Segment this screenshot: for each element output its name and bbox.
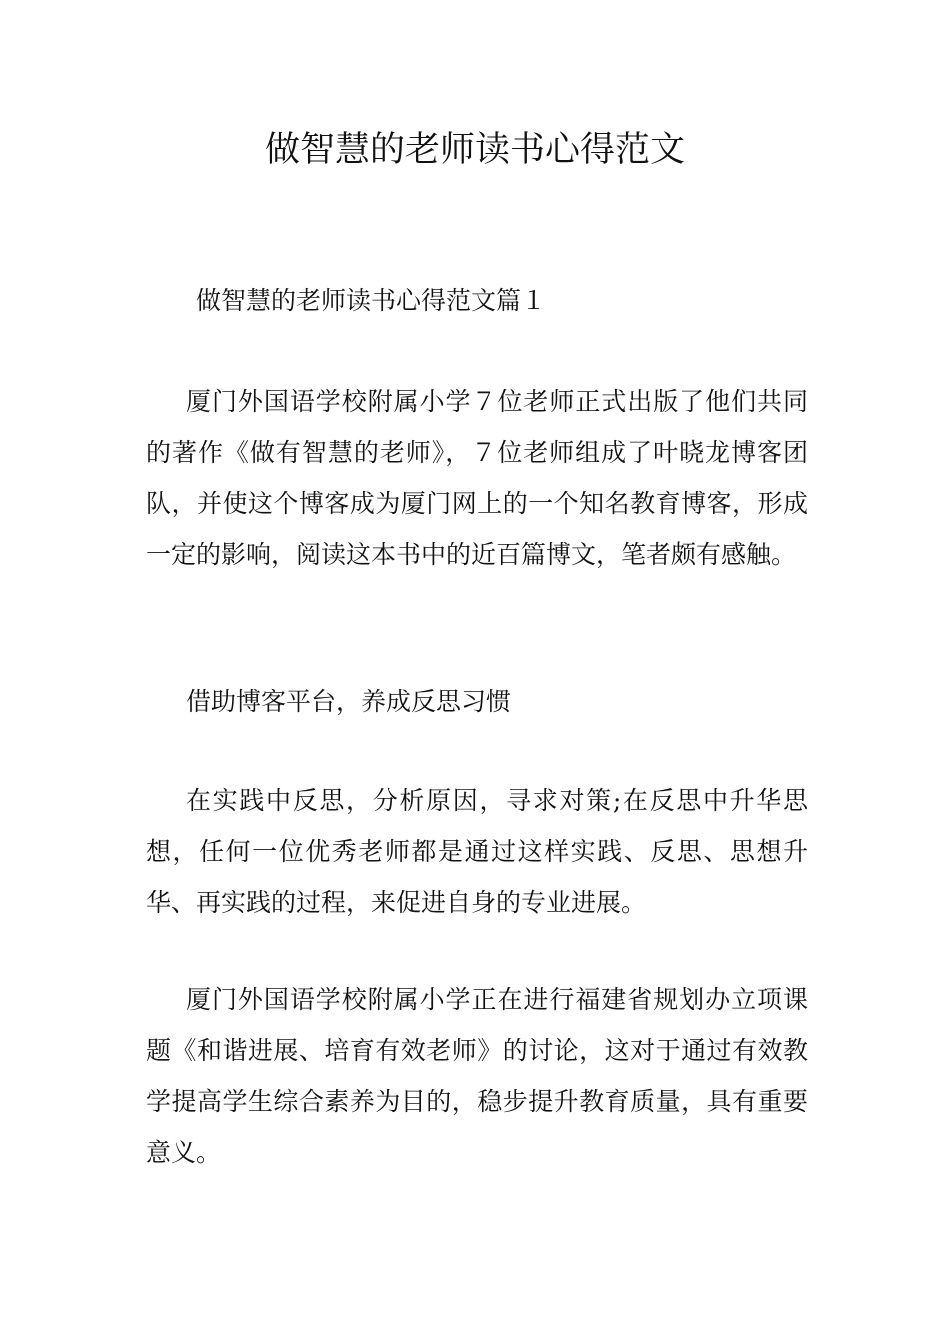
paragraph-1: 厦门外国语学校附属小学７位老师正式出版了他们共同的著作《做有智慧的老师》，７位老师组成了叶晓龙博客团队，并使这个博客成为厦门网上的一个知名教育博客，形成一定的影响，阅读这本书中的近百篇博文，笔者颇有感触。 [146, 387, 808, 569]
paragraph-2: 借助博客平台，养成反思习惯 [186, 687, 512, 716]
paragraph-3: 在实践中反思，分析原因，寻求对策;在反思中升华思想，任何一位优秀老师都是通过这样实践、反思、思想升华、再实践的过程，来促进自身的专业进展。 [146, 786, 808, 917]
section-heading: 做智慧的老师读书心得范文篇１ [196, 286, 547, 315]
document-title: 做智慧的老师读书心得范文 [264, 130, 685, 170]
paragraph-4: 厦门外国语学校附属小学正在进行福建省规划办立项课题《和谐进展、培育有效老师》的讨论，这对于通过有效教学提高学生综合素养为目的，稳步提升教育质量，具有重要意义。 [146, 985, 808, 1167]
